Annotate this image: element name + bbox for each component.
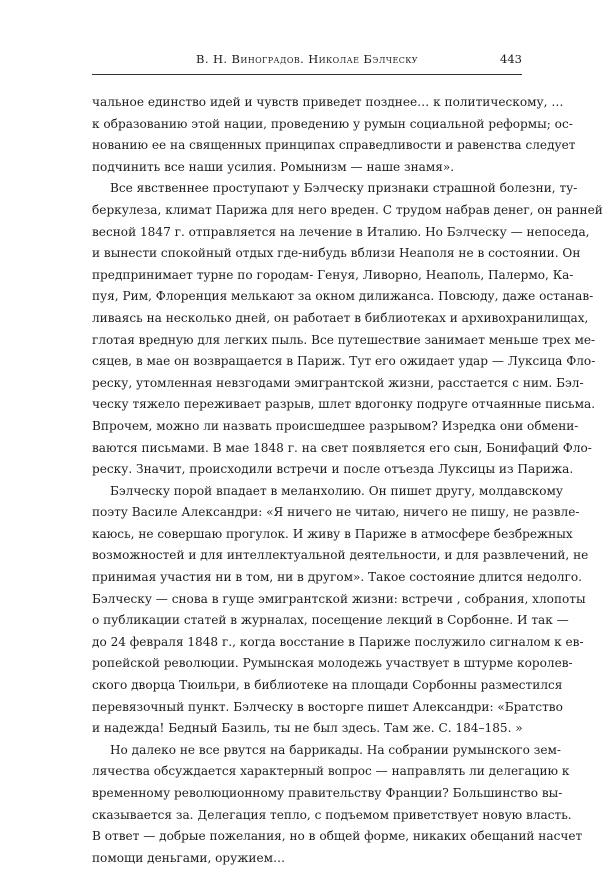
text-line: ского дворца Тюильри, в библиотеке на площади Сорбонны разместился xyxy=(92,678,563,693)
paragraph-first-line: Все явственнее проступают у Бэлческу признаки страшной болезни, ту- xyxy=(110,181,578,196)
text-line: нованию ее на священных принципах справедливости и равенства следует xyxy=(92,138,576,153)
text-line: до 24 февраля 1848 г., когда восстание в Париже послужило сигналом к ев- xyxy=(92,634,584,649)
text-line: ческу тяжело переживает разрыв, шлет вдогонку подруге отчаянные письма. xyxy=(92,397,596,412)
text-line: к образованию этой нации, проведению у румын социальной реформы; ос- xyxy=(92,116,573,131)
text-line: помощи деньгами, оружием… xyxy=(92,850,286,865)
text-line: каюсь, не совершаю прогулок. И живу в Париже в атмосфере безбрежных xyxy=(92,526,573,541)
text-line: лячества обсуждается характерный вопрос — направлять ли делегацию к xyxy=(92,764,570,779)
text-line: и надежда! Бедный Базиль, ты не был здесь. Там же. С. 184–185. » xyxy=(92,721,523,736)
text-line: ропейской революции. Румынская молодежь участвует в штурме королев- xyxy=(92,656,573,671)
text-line: Впрочем, можно ли назвать происшедшее разрывом? Изредка они обмени- xyxy=(92,418,579,433)
page-number: 443 xyxy=(500,52,522,66)
paragraph-first-line: Но далеко не все рвутся на баррикады. На собрании румынского зем- xyxy=(110,742,561,757)
text-line: возможностей и для интеллектуальной деятельности, и для развлечений, не xyxy=(92,548,589,563)
running-head-title: В. Н. Виноградов. Николае Бэлческу xyxy=(195,52,418,66)
paragraph-first-line: Бэлческу порой впадает в меланхолию. Он пишет другу, молдавскому xyxy=(110,483,564,498)
text-line: подчинить все наши усилия. Ромынизм — наше знамя». xyxy=(92,159,455,174)
text-line: ливаясь на несколько дней, он работает в библиотеках и архивохранилищах, xyxy=(92,310,589,325)
text-line: беркулеза, климат Парижа для него вреден. С трудом набрав денег, он ранней xyxy=(92,202,603,217)
text-line: сказывается за. Делегация тепло, с подъемом приветствует новую власть. xyxy=(92,807,572,822)
text-line: пуя, Рим, Флоренция мелькают за окном дилижанса. Повсюду, даже останав- xyxy=(92,289,594,304)
text-line: предпринимает турне по городам- Генуя, Ливорно, Неаполь, Палермо, Ка- xyxy=(92,267,574,282)
body-text xyxy=(92,92,603,869)
running-head xyxy=(92,46,522,75)
text-line: весной 1847 г. отправляется на лечение в Италию. Но Бэлческу — непоседа, xyxy=(92,224,590,239)
text-line: реску. Значит, происходили встречи и после отъезда Луксицы из Парижа. xyxy=(92,462,574,477)
text-line: и вынести спокойный отдых где-нибудь вблизи Неаполя не в состоянии. Он xyxy=(92,246,581,261)
text-line: сяцев, в мае он возвращается в Париж. Тут его ожидает удар — Луксица Фло- xyxy=(92,354,596,369)
text-line: Бэлческу — снова в гуще эмигрантской жизни: встречи , собрания, хлопоты xyxy=(92,591,586,606)
text-line: ваются письмами. В мае 1848 г. на свет появляется его сын, Бонифаций Фло- xyxy=(92,440,592,455)
text-line: поэту Василе Александри: «Я ничего не читаю, ничего не пишу, не развле- xyxy=(92,505,580,520)
text-line: принимая участия ни в том, ни в другом». Такое состояние длится недолго. xyxy=(92,570,582,585)
text-line: глотая вредную для легких пыль. Все путешествие занимает меньше трех ме- xyxy=(92,332,596,347)
text-line: перевязочный пункт. Бэлческу в восторге пишет Александри: «Братство xyxy=(92,699,563,714)
text-line: о публикации статей в журналах, посещение лекций в Сорбонне. И так — xyxy=(92,613,569,628)
text-line: временному революционному правительству Франции? Большинство вы- xyxy=(92,786,563,800)
text-line: реску, утомленная невзгодами эмигрантской жизни, расстается с ним. Бэл- xyxy=(92,375,584,390)
text-line: В ответ — добрые пожелания, но в общей форме, никаких обещаний насчет xyxy=(92,829,583,844)
text-line: чальное единство идей и чувств приведет позднее… к политическому, … xyxy=(92,95,564,109)
